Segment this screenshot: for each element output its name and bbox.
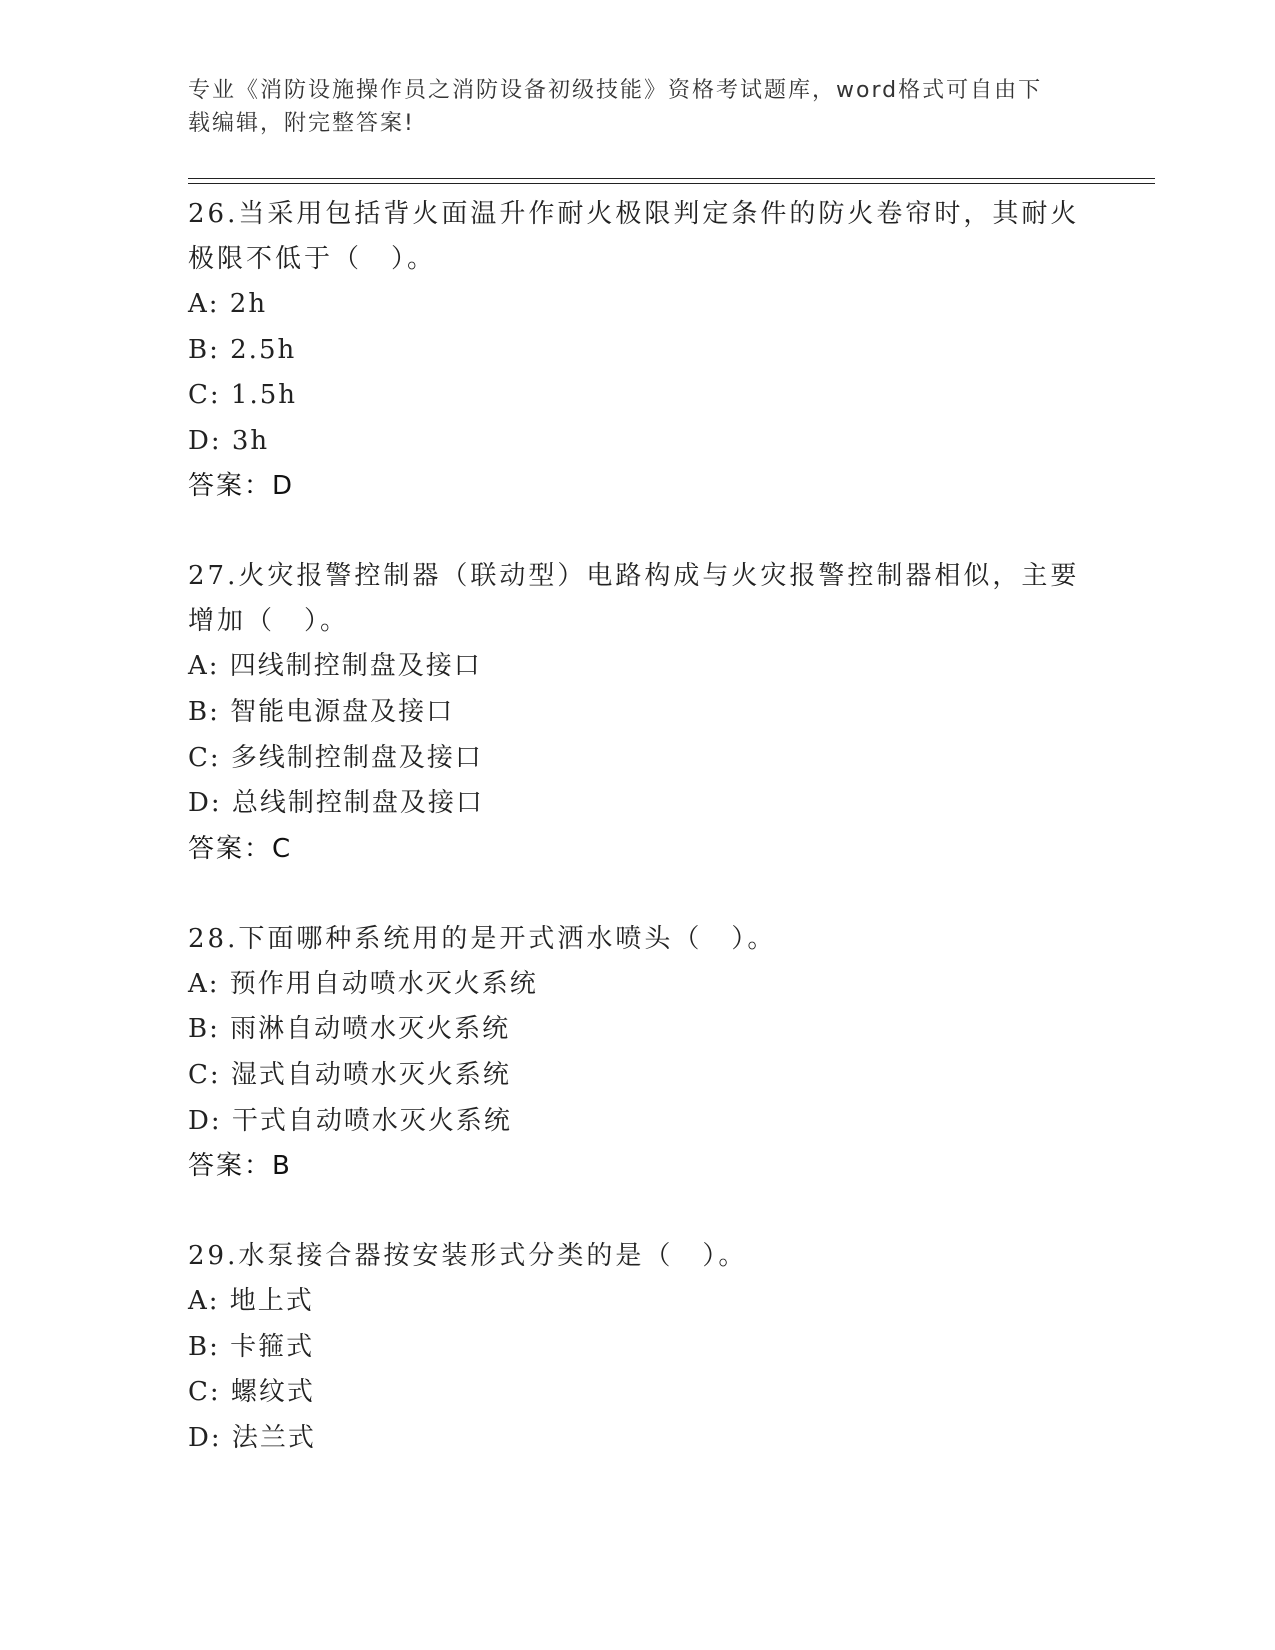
question-spacer — [188, 509, 1088, 552]
document-header — [188, 74, 1068, 140]
question-stem — [188, 915, 1088, 962]
option-b: B: 智能电源盘及接口 — [188, 696, 455, 727]
option-b: B: 雨淋自动喷水灭火系统 — [188, 1014, 511, 1045]
question-stem-line: 极限不低于（ ）。 — [188, 244, 437, 274]
question-spacer — [188, 872, 1088, 915]
question-stem-line: 26.当采用包括背火面温升作耐火极限判定条件的防火卷帘时，其耐火 — [188, 199, 1080, 229]
question-stem — [188, 1232, 1088, 1279]
option-a: A: 预作用自动喷水灭火系统 — [188, 968, 538, 999]
option-c: C: 多线制控制盘及接口 — [188, 742, 483, 773]
question-stem — [188, 190, 1088, 282]
answer-text: 答案：D — [188, 471, 295, 502]
question-stem-line: 27.火灾报警控制器（联动型）电路构成与火灾报警控制器相似，主要 — [188, 561, 1080, 592]
option-a: A: 地上式 — [188, 1286, 314, 1317]
option-c: C: 螺纹式 — [188, 1377, 315, 1408]
question-28 — [188, 915, 1088, 1189]
option-d: D: 3h — [188, 425, 270, 456]
option-d: D: 干式自动喷水灭火系统 — [188, 1105, 512, 1136]
header-divider-bottom — [188, 183, 1155, 184]
question-stem — [188, 552, 1088, 644]
question-list — [188, 190, 1088, 1462]
header-divider-top — [188, 178, 1155, 179]
option-d: D: 法兰式 — [188, 1422, 316, 1453]
option-b: B: 卡箍式 — [188, 1331, 315, 1362]
option-d: D: 总线制控制盘及接口 — [188, 788, 484, 819]
option-c: C: 1.5h — [188, 380, 298, 411]
question-spacer — [188, 1189, 1088, 1232]
question-stem-line: 增加（ ）。 — [188, 606, 350, 637]
question-29 — [188, 1232, 1088, 1461]
header-line-2: 载编辑，附完整答案! — [188, 111, 415, 136]
option-a: A: 2h — [188, 289, 268, 319]
header-line-1: 专业《消防设施操作员之消防设备初级技能》资格考试题库，word格式可自由下 — [188, 78, 1043, 103]
question-stem-line: 29.水泵接合器按安装形式分类的是（ ）。 — [188, 1241, 748, 1272]
option-c: C: 湿式自动喷水灭火系统 — [188, 1059, 511, 1090]
option-a: A: 四线制控制盘及接口 — [188, 651, 482, 682]
answer-text: 答案：B — [188, 1151, 292, 1182]
answer-text: 答案：C — [188, 833, 293, 864]
question-27 — [188, 552, 1088, 871]
question-26 — [188, 190, 1088, 509]
option-b: B: 2.5h — [188, 334, 297, 365]
question-stem-line: 28.下面哪种系统用的是开式洒水喷头（ ）。 — [188, 923, 777, 954]
